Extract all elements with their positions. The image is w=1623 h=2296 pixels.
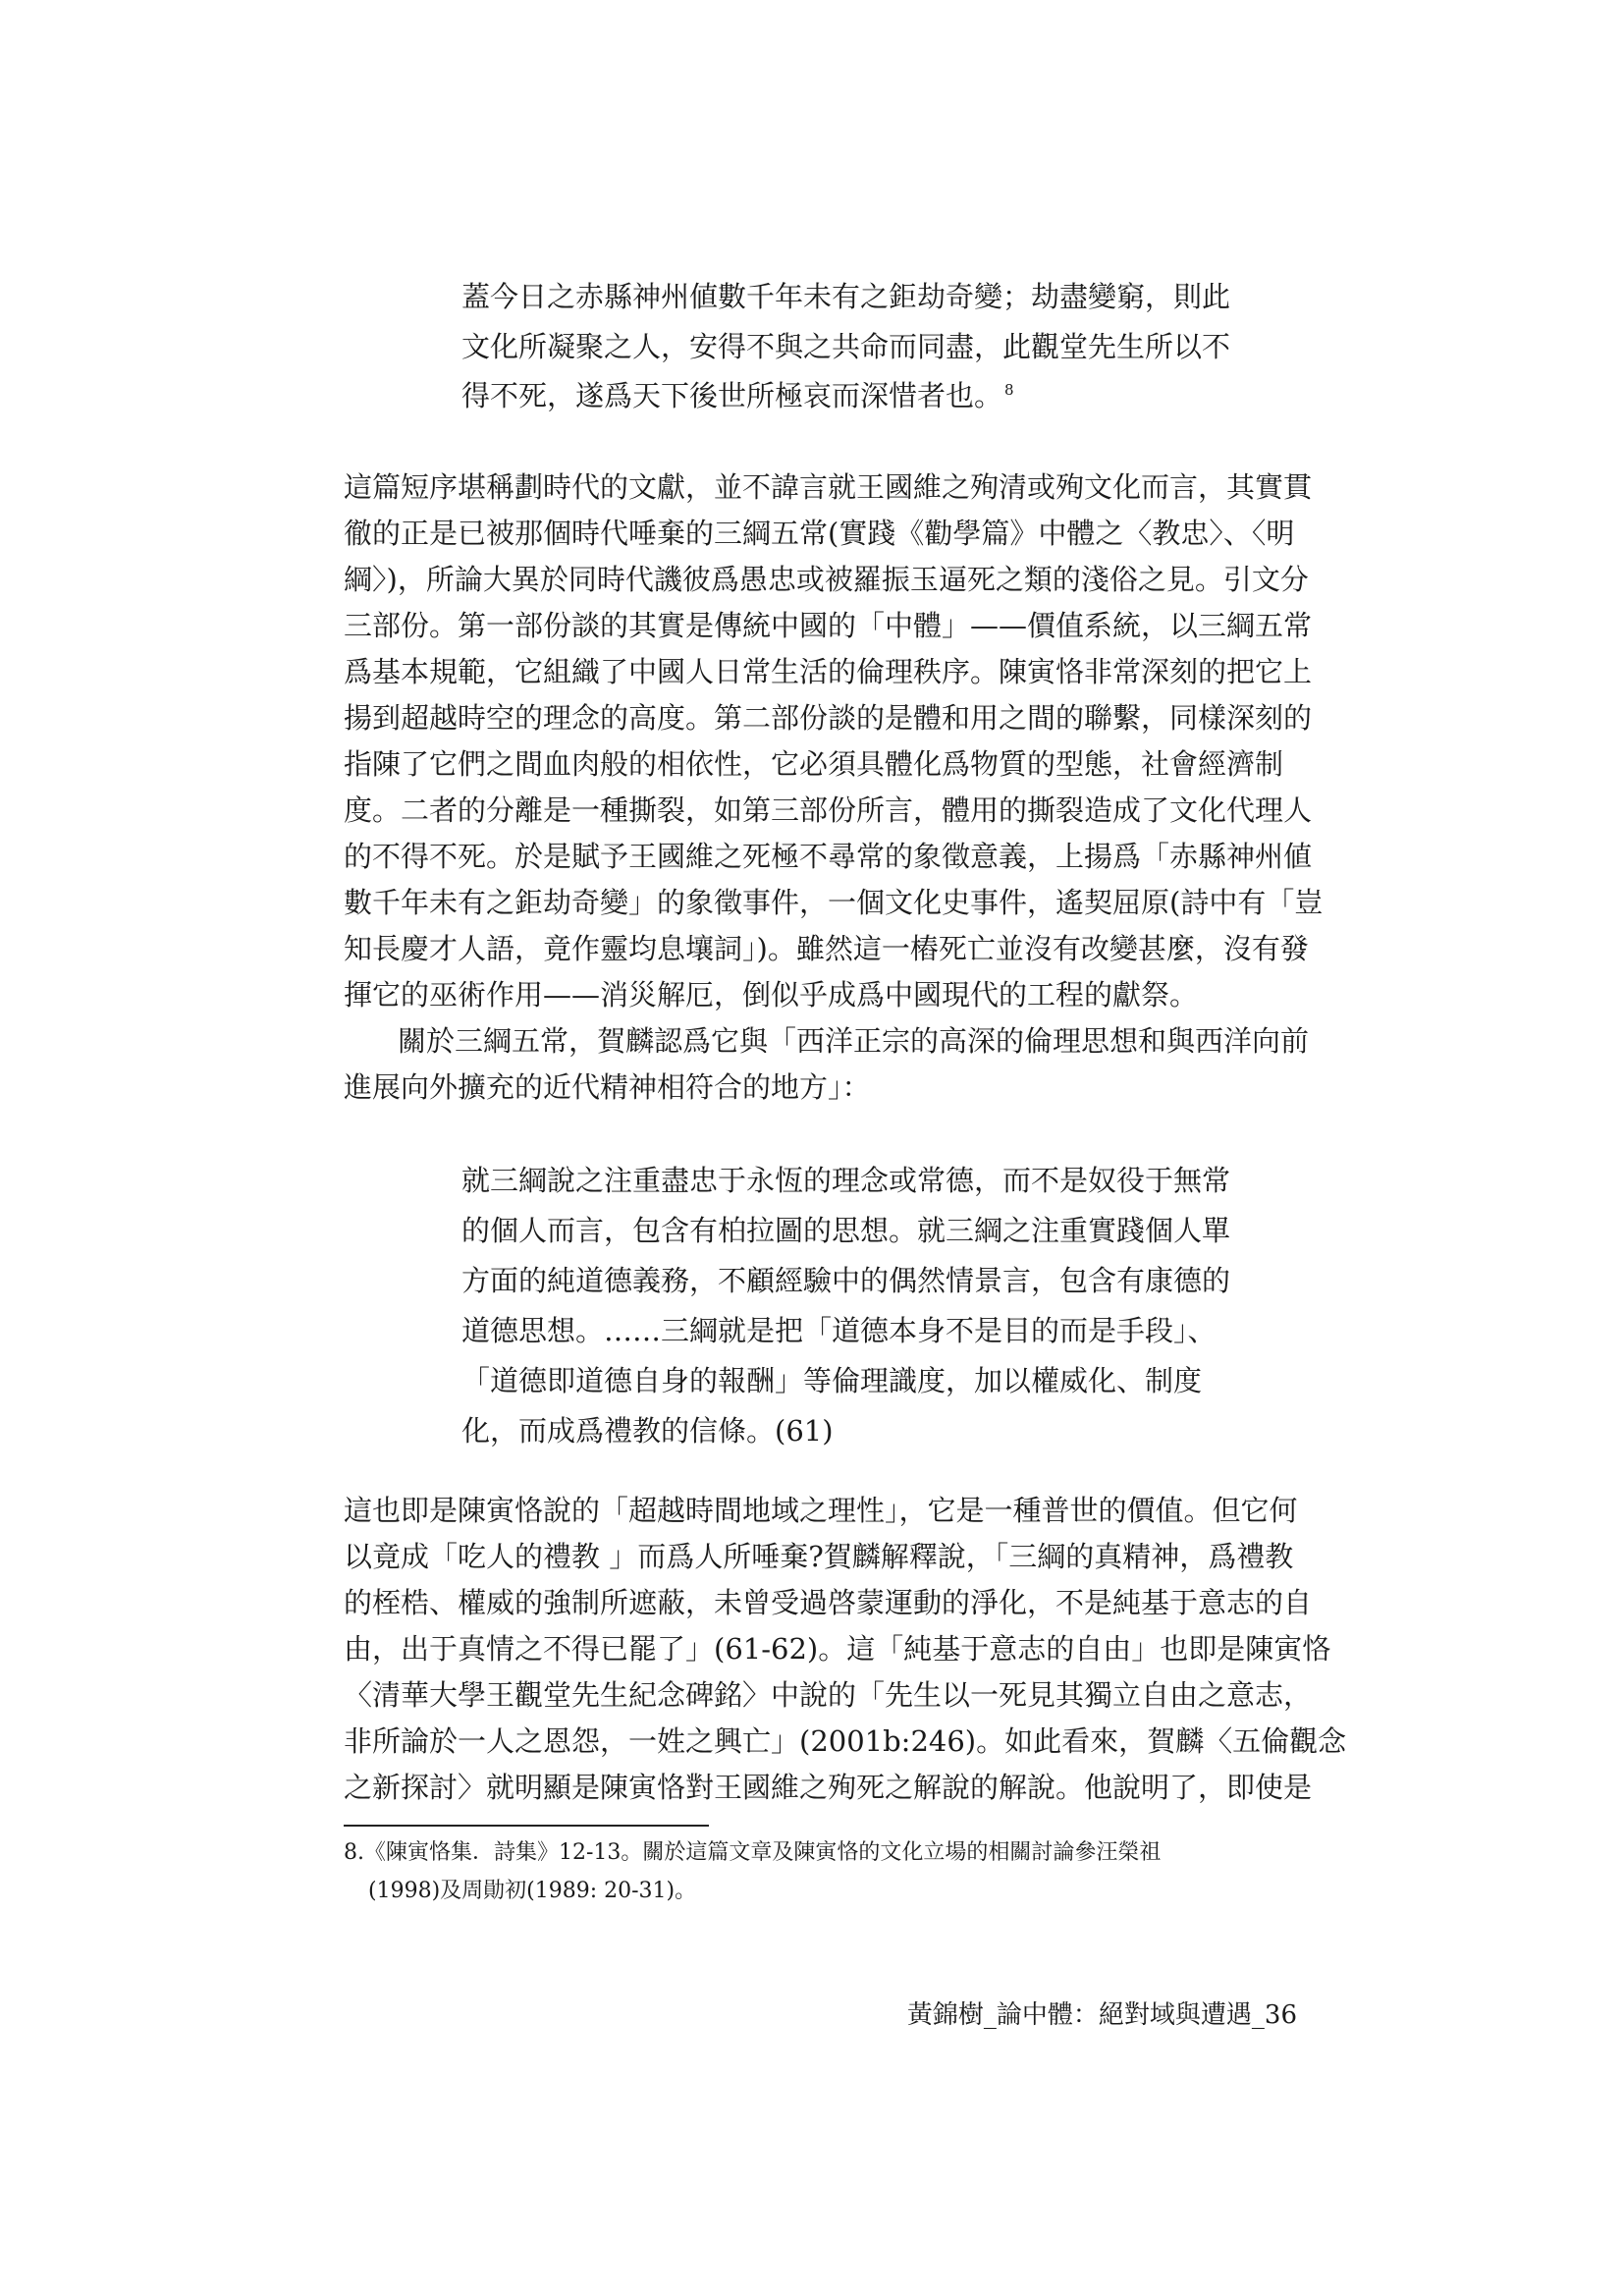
paragraph-line: 爲基本規範，它組織了中國人日常生活的倫理秩序。陳寅恪非常深刻的把它上 [344,655,1313,688]
paragraph-line: 指陳了它們之間血肉般的相依性，它必須具體化爲物質的型態，社會經濟制 [344,747,1284,781]
paragraph-line: 〈清華大學王觀堂先生紀念碑銘〉中說的「先生以一死見其獨立自由之意志， [344,1678,1313,1712]
paragraph-line: 進展向外擴充的近代精神相符合的地方」： [344,1070,871,1104]
paragraph-line: 揮它的巫術作用——消災解厄，倒似乎成爲中國現代的工程的獻祭。 [344,978,1199,1011]
footnote-line: (1998)及周勛初(1989: 20-31)。 [368,1879,697,1903]
paragraph-line: 知長慶才人語，竟作靈均息壤詞」)。雖然這一樁死亡並沒有改變甚麼，沒有發 [344,932,1309,965]
paragraph-line: 的桎梏、權威的強制所遮蔽，未曾受過啓蒙運動的淨化，不是純基于意志的自 [344,1586,1313,1619]
paragraph-line: 數千年未有之鉅劫奇變」的象徵事件，一個文化史事件，遙契屈原(詩中有「豈 [344,886,1324,919]
quote-line: 「道德即道德自身的報酬」等倫理識度，加以權威化、制度 [461,1364,1203,1397]
quote-line: 的個人而言，包含有柏拉圖的思想。就三綱之注重實踐個人單 [461,1214,1231,1247]
footnote-marker[interactable]: 8 [1004,381,1014,400]
paragraph-line: 揚到超越時空的理念的高度。第二部份談的是體和用之間的聯繫，同樣深刻的 [344,701,1313,735]
paragraph-line: 徹的正是已被那個時代唾棄的三綱五常(實踐《勸學篇》中體之〈教忠〉、〈明 [344,517,1295,550]
paragraph-line: 以竟成「吃人的禮教 」而爲人所唾棄?賀麟解釋說，「三綱的真精神，爲禮教 [344,1540,1294,1573]
paragraph-line: 三部份。第一部份談的其實是傳統中國的「中體」——價值系統，以三綱五常 [344,609,1313,642]
quote-line [461,379,1014,412]
paragraph-line: 關於三綱五常，賀麟認爲它與「西洋正宗的高深的倫理思想和與西洋向前 [398,1024,1310,1058]
paragraph-line: 綱〉)，所論大異於同時代譏彼爲愚忠或被羅振玉逼死之類的淺俗之見。引文分 [344,563,1309,596]
quote-line: 化，而成爲禮教的信條。(61) [461,1414,834,1448]
running-footer: 黃錦樹_論中體：絕對域與遭遇_36 [906,2000,1297,2030]
footnote-line: 8.《陳寅恪集．詩集》12-13。關於這篇文章及陳寅恪的文化立場的相關討論參汪榮祖 [344,1840,1162,1865]
quote-line: 就三綱說之注重盡忠于永恆的理念或常德，而不是奴役于無常 [461,1164,1231,1197]
quote-line: 文化所凝聚之人，安得不與之共命而同盡，此觀堂先生所以不 [461,330,1231,363]
footnote-divider [344,1825,709,1827]
quote-line-text: 得不死，遂爲天下後世所極哀而深惜者也。 [461,379,1003,412]
paragraph-line: 由，出于真情之不得已罷了」(61-62)。這「純基于意志的自由」也即是陳寅恪 [344,1632,1331,1666]
paragraph-line: 非所論於一人之恩怨，一姓之興亡」(2001b:246)。如此看來，賀麟〈五倫觀念 [344,1724,1347,1758]
quote-line: 方面的純道德義務，不顧經驗中的偶然情景言，包含有康德的 [461,1264,1231,1297]
paragraph-line: 這也即是陳寅恪說的「超越時間地域之理性」，它是一種普世的價值。但它何 [344,1494,1298,1527]
paragraph-line: 這篇短序堪稱劃時代的文獻，並不諱言就王國維之殉清或殉文化而言，其實貫 [344,470,1313,504]
quote-line: 蓋今日之赤縣神州値數千年未有之鉅劫奇變；劫盡變窮，則此 [461,280,1231,313]
quote-line: 道德思想。……三綱就是把「道德本身不是目的而是手段」、 [461,1314,1217,1347]
paragraph-line: 的不得不死。於是賦予王國維之死極不尋常的象徵意義，上揚爲「赤縣神州値 [344,840,1313,873]
paragraph-line: 度。二者的分離是一種撕裂，如第三部份所言，體用的撕裂造成了文化代理人 [344,793,1313,827]
paragraph-line: 之新探討〉就明顯是陳寅恪對王國維之殉死之解說的解說。他說明了，即使是 [344,1771,1313,1804]
